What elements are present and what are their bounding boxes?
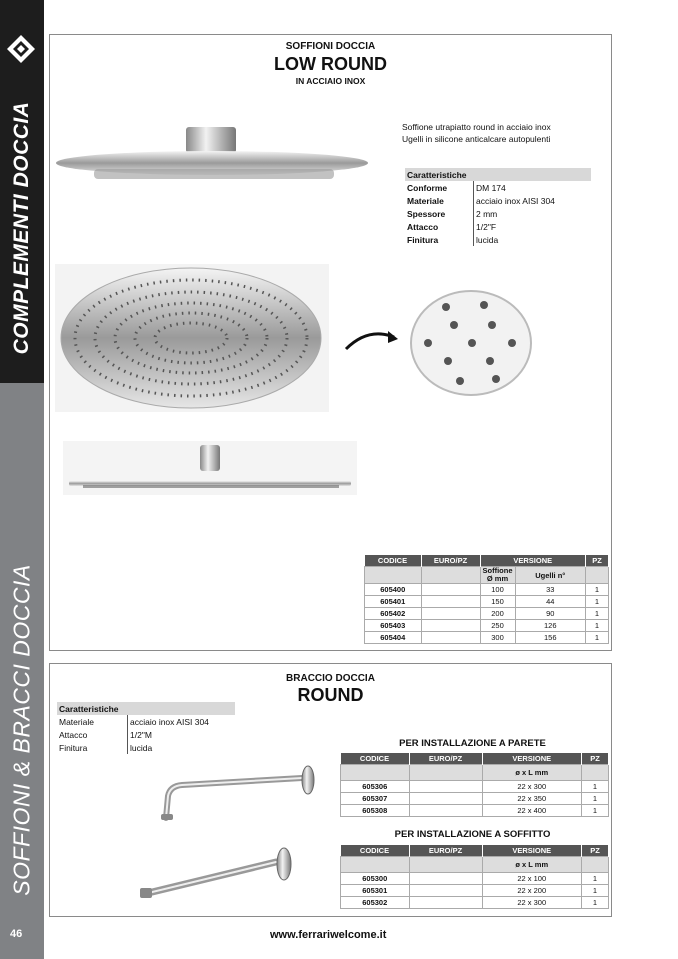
table-row	[341, 873, 609, 885]
cell-code: 605302	[341, 897, 410, 909]
product-category: BRACCIO DOCCIA	[286, 673, 375, 684]
cell-pz: 1	[586, 584, 609, 596]
col-header: PZ	[582, 753, 609, 765]
cell-code: 605400	[365, 584, 422, 596]
cell-code: 605403	[365, 620, 422, 632]
cell-version: 22 x 400	[482, 805, 582, 817]
col-header: PZ	[586, 555, 609, 567]
cell-pz: 1	[582, 897, 609, 909]
specs-header: Caratteristiche	[57, 702, 235, 715]
cell-pz: 1	[586, 632, 609, 644]
cell-nozzles: 156	[515, 632, 586, 644]
product-category: SOFFIONI DOCCIA	[285, 41, 376, 52]
spec-value: acciaio inox AISI 304	[130, 716, 209, 727]
spec-value: DM 174	[476, 182, 506, 193]
col-header: VERSIONE	[482, 845, 582, 857]
table-row	[365, 608, 609, 620]
cell-nozzles: 44	[515, 596, 586, 608]
spec-label: Materiale	[57, 715, 128, 728]
spec-value: 2 mm	[476, 208, 498, 219]
brand-logo-icon	[6, 34, 36, 64]
col-header: EURO/PZ	[409, 845, 482, 857]
cell-version: 22 x 300	[482, 897, 582, 909]
col-subheader: ø x L mm	[482, 857, 582, 873]
table-row	[341, 781, 609, 793]
cell-pz: 1	[582, 793, 609, 805]
ceiling-product-table	[340, 845, 609, 909]
cell-code: 605401	[365, 596, 422, 608]
cell-pz: 1	[582, 805, 609, 817]
spec-value: lucida	[476, 234, 499, 245]
arrow-icon	[342, 325, 402, 355]
shower-head-profile-image	[63, 441, 357, 495]
description-line: Ugelli in silicone anticalcare autopulenti	[402, 134, 551, 144]
spec-label: Materiale	[405, 194, 474, 207]
table-row	[365, 620, 609, 632]
table-row	[365, 632, 609, 644]
wall-arm-image	[156, 764, 322, 824]
product-title: LOW ROUND	[274, 54, 387, 74]
specs-header: Caratteristiche	[405, 168, 591, 181]
table-row	[341, 897, 609, 909]
cell-code: 605308	[341, 805, 410, 817]
nozzle-detail-image	[408, 289, 534, 397]
cell-code: 605301	[341, 885, 410, 897]
spec-value: 1/2"F	[476, 221, 497, 232]
cell-diam: 200	[480, 608, 515, 620]
col-header: CODICE	[365, 555, 422, 567]
cell-nozzles: 126	[515, 620, 586, 632]
product-panel-low-round	[49, 34, 612, 651]
ceiling-section-title: PER INSTALLAZIONE A SOFFITTO	[394, 829, 551, 840]
cell-version: 22 x 350	[482, 793, 582, 805]
cell-pz: 1	[586, 620, 609, 632]
cell-diam: 150	[480, 596, 515, 608]
spec-label: Spessore	[405, 207, 474, 220]
table-row	[341, 885, 609, 897]
cell-pz: 1	[582, 873, 609, 885]
description-line: Soffione utrapiatto round in acciaio inox	[402, 122, 551, 132]
col-header: CODICE	[341, 753, 410, 765]
spec-value: acciaio inox AISI 304	[476, 195, 555, 206]
cell-diam: 100	[480, 584, 515, 596]
spec-label: Finitura	[405, 233, 474, 246]
spec-value: 1/2"M	[130, 729, 152, 740]
cell-code: 605404	[365, 632, 422, 644]
cell-code: 605300	[341, 873, 410, 885]
cell-pz: 1	[586, 608, 609, 620]
cell-version: 22 x 200	[482, 885, 582, 897]
sidebar-chapter-label: SOFFIONI & BRACCI DOCCIA	[8, 564, 35, 896]
shower-head-top-image	[55, 264, 329, 412]
spec-label: Finitura	[57, 741, 128, 754]
col-header: PZ	[582, 845, 609, 857]
cell-code: 605307	[341, 793, 410, 805]
col-header: EURO/PZ	[409, 753, 482, 765]
spec-label: Conforme	[405, 181, 474, 194]
col-header: VERSIONE	[482, 753, 582, 765]
col-subheader: Soffione Ø mm	[480, 567, 515, 584]
table-row	[365, 584, 609, 596]
cell-nozzles: 33	[515, 584, 586, 596]
spec-value: lucida	[130, 742, 153, 753]
table-row	[341, 805, 609, 817]
cell-diam: 300	[480, 632, 515, 644]
product-table	[364, 555, 609, 644]
product-panel-round-arm	[49, 663, 612, 917]
wall-section-title: PER INSTALLAZIONE A PARETE	[399, 738, 546, 749]
table-row	[341, 793, 609, 805]
specs-table	[405, 168, 591, 246]
col-subheader: Ugelli n°	[515, 567, 586, 584]
shower-head-side-image	[54, 123, 370, 195]
cell-nozzles: 90	[515, 608, 586, 620]
spec-label: Attacco	[57, 728, 128, 741]
cell-code: 605306	[341, 781, 410, 793]
sidebar-section-label: COMPLEMENTI DOCCIA	[10, 101, 33, 355]
page-number: 46	[10, 928, 23, 940]
col-subheader: ø x L mm	[482, 765, 582, 781]
wall-product-table	[340, 753, 609, 817]
cell-pz: 1	[582, 885, 609, 897]
cell-code: 605402	[365, 608, 422, 620]
cell-version: 22 x 100	[482, 873, 582, 885]
cell-version: 22 x 300	[482, 781, 582, 793]
cell-pz: 1	[586, 596, 609, 608]
ceiling-arm-image	[136, 842, 302, 904]
product-title: ROUND	[297, 685, 364, 705]
cell-diam: 250	[480, 620, 515, 632]
product-subtitle: IN ACCIAIO INOX	[295, 76, 366, 86]
col-header: VERSIONE	[480, 555, 586, 567]
spec-label: Attacco	[405, 220, 474, 233]
cell-pz: 1	[582, 781, 609, 793]
table-row	[365, 596, 609, 608]
specs-table	[57, 702, 235, 754]
footer-website-link[interactable]: www.ferrariwelcome.it	[270, 929, 387, 941]
col-header: CODICE	[341, 845, 410, 857]
col-header: EURO/PZ	[421, 555, 480, 567]
product-description	[402, 121, 551, 145]
